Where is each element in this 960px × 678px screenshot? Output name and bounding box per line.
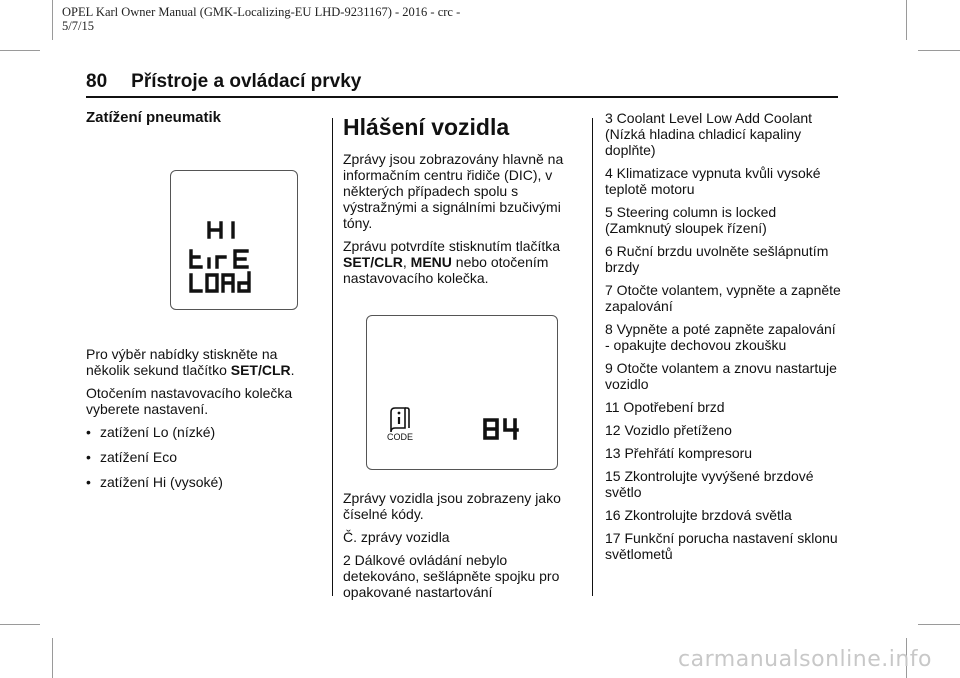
- paragraph: Otočením nastavovacího kolečka vyberete nastavení.: [86, 385, 293, 417]
- button-name-set-clr: SET/CLR: [230, 362, 291, 378]
- crop-mark: [52, 0, 53, 40]
- list-item: [86, 449, 316, 465]
- crop-mark: [918, 50, 960, 51]
- paragraph: Č. zprávy vozidla: [343, 529, 450, 545]
- column-divider: [592, 118, 593, 596]
- message-item: 17 Funkční porucha nastavení sklonu světlometů: [605, 530, 838, 562]
- text: Pro výběr nabídky stiskněte na několik sekund tlačítko: [86, 346, 278, 378]
- lcd-char-A: [223, 275, 233, 291]
- lcd-digit-4: [505, 420, 517, 438]
- tire-load-display-figure: [170, 170, 298, 310]
- message-item: 9 Otočte volantem a znovu nastartuje vozidlo: [605, 360, 837, 392]
- crop-mark: [52, 638, 53, 678]
- page-number: 80: [86, 71, 108, 92]
- crop-mark: [0, 50, 40, 51]
- lcd-char-H: [209, 223, 221, 237]
- vehicle-message-display-figure: [366, 315, 558, 470]
- message-item: 3 Coolant Level Low Add Coolant (Nízká hladina chladicí kapaliny doplňte): [605, 110, 813, 158]
- button-name-set-clr: SET/CLR: [343, 254, 403, 270]
- list-item: [86, 474, 316, 490]
- lcd-char-d: [239, 273, 249, 291]
- section-heading-vehicle-messages: Hlášení vozidla: [343, 114, 510, 140]
- bullet-icon: •: [86, 449, 91, 465]
- display-value: 84: [367, 316, 369, 317]
- bullet-icon: •: [86, 424, 91, 440]
- text: ,: [402, 254, 411, 270]
- lcd-digits-value: [485, 420, 517, 438]
- message-item: 4 Klimatizace vypnuta kvůli vysoké teplotě motoru: [605, 165, 821, 197]
- button-name-menu: MENU: [410, 254, 452, 270]
- message-item: 13 Přehřátí kompresoru: [605, 445, 753, 461]
- paragraph: Zprávy vozidla jsou zobrazeny jako číselné kódy.: [343, 490, 561, 522]
- lcd-char-O: [207, 275, 217, 291]
- page-heading: [86, 71, 361, 93]
- column-divider: [332, 118, 333, 596]
- message-item: 8 Vypněte a poté zapněte zapalování - opakujte dechovou zkoušku: [605, 321, 836, 353]
- message-item: 7 Otočte volantem, vypněte a zapněte zapalování: [605, 282, 841, 314]
- crop-mark: [0, 624, 40, 625]
- lcd-char-r: [217, 257, 225, 267]
- header-rule: [86, 96, 838, 98]
- message-item: 16 Zkontrolujte brzdová světla: [605, 507, 792, 523]
- lcd-char-t: [191, 251, 201, 267]
- code-label: CODE: [387, 432, 414, 442]
- list-item: [86, 424, 316, 440]
- print-header-line2: 5/7/15: [62, 19, 94, 33]
- watermark: carmanualsonline.info: [678, 647, 932, 672]
- message-item: 6 Ruční brzdu uvolněte sešlápnutím brzdy: [605, 243, 829, 275]
- crop-mark: [918, 624, 960, 625]
- list-item-text: zatížení Lo (nízké): [100, 424, 216, 440]
- lcd-char-L: [191, 275, 201, 291]
- text: .: [290, 362, 295, 378]
- bullet-icon: •: [86, 474, 91, 490]
- paragraph: [86, 346, 316, 378]
- lcd-digit-8: [485, 420, 497, 438]
- message-item: 11 Opotřebení brzd: [605, 399, 725, 415]
- lcd-code-graphic: [367, 316, 559, 471]
- paragraph: 2 Dálkové ovládání nebylo detekováno, sešlápněte spojku pro opakované nastartování: [343, 552, 560, 600]
- print-header-line1: OPEL Karl Owner Manual (GMK-Localizing-EU LHD-9231167) - 2016 - crc -: [62, 5, 461, 19]
- message-item: 15 Zkontrolujte vyvýšené brzdové světlo: [605, 468, 814, 500]
- info-book-icon: [391, 408, 409, 432]
- column-3: [605, 110, 841, 569]
- section-heading-tire-load: Zatížení pneumatik: [86, 109, 222, 126]
- paragraph: [343, 238, 579, 286]
- message-item: 12 Vozidlo přetíženo: [605, 422, 732, 438]
- list-item-text: zatížení Eco: [100, 449, 178, 465]
- lcd-char-E: [235, 251, 247, 267]
- text: Zprávu potvrdíte stisknutím tlačítka: [343, 238, 561, 254]
- paragraph: Zprávy jsou zobrazovány hlavně na informačním centru řidiče (DIC), v některých případech spolu s výstražnými a signálními bzučivými tóny.: [343, 151, 564, 231]
- crop-mark: [906, 0, 907, 40]
- message-item: 5 Steering column is locked (Zamknutý sloupek řízení): [605, 204, 777, 236]
- lcd-segment-graphic: [171, 171, 299, 311]
- page-title: Přístroje a ovládací prvky: [131, 71, 362, 92]
- print-header: [62, 5, 562, 33]
- list-item-text: zatížení Hi (vysoké): [100, 474, 223, 490]
- text: nebo otočením nastavovacího kolečka.: [343, 254, 549, 286]
